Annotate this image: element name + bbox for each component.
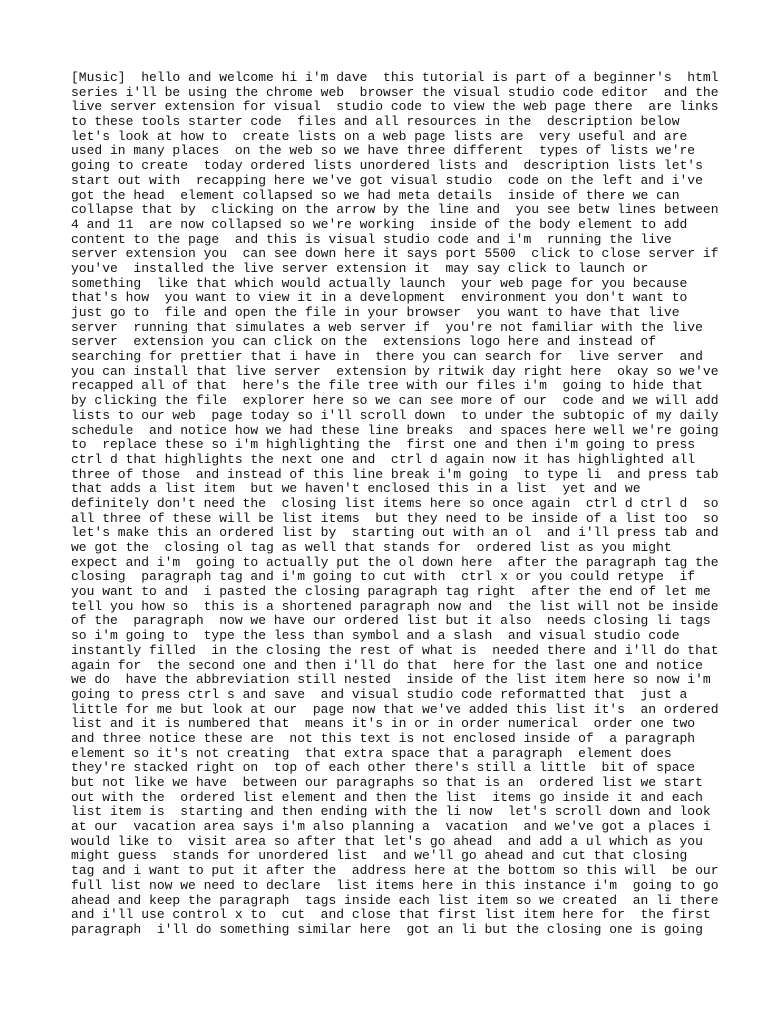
transcript-line: and three notice these are not this text is not enclosed inside of a paragraph [71,730,696,746]
transcript-line: let's look at how to create lists on a web page lists are very useful and are [71,128,688,144]
transcript-line: little for me but look at our page now that we've added this list it's an ordered [71,701,719,717]
transcript-line: you've installed the live server extension it may say click to launch or [71,260,649,276]
transcript-line: 4 and 11 are now collapsed so we're working inside of the body element to add [71,216,688,232]
transcript-line: so i'm going to type the less than symbol and a slash and visual studio code [71,628,680,644]
transcript-line: we do have the abbreviation still nested inside of the list item here so now i'm [71,672,711,688]
transcript-line: to replace these so i'm highlighting the first one and then i'm going to press [71,437,696,453]
transcript-line: instantly filled in the closing the rest of what is needed there and i'll do that [71,642,719,658]
transcript-line: that adds a list item but we haven't enclosed this in a list yet and we [71,481,641,497]
transcript-line: searching for prettier that i have in there you can search for live server and [71,349,703,365]
transcript-line: going to press ctrl s and save and visual studio code reformatted that just a [71,686,688,702]
transcript-line: server extension you can see down here it says port 5500 click to close server if [71,246,719,262]
transcript-line: let's make this an ordered list by starting out with an ol and i'll press tab and [71,525,719,541]
transcript-line: paragraph i'll do something similar here got an li but the closing one is going [71,921,703,937]
transcript-line: recapped all of that here's the file tree with our files i'm going to hide that [71,378,703,394]
transcript-line: [Music] hello and welcome hi i'm dave this tutorial is part of a beginner's html [71,70,719,85]
transcript-line: at our vacation area says i'm also planning a vacation and we've got a places i [71,819,711,835]
transcript-line: list item is starting and then ending with the li now let's scroll down and look [71,804,711,820]
transcript-line: schedule and notice how we had these line breaks and spaces here well we're going [71,422,719,438]
transcript-line: closing paragraph tag and i'm going to cut with ctrl x or you could retype if [71,569,696,585]
transcript-line: they're stacked right on top of each other there's still a little bit of space [71,760,696,776]
transcript-line: got the head element collapsed so we had meta details inside of there we can [71,187,680,203]
transcript-line: definitely don't need the closing list items here so once again ctrl d ctrl d so [71,495,719,511]
transcript-line: element so it's not creating that extra space that a paragraph element does [71,745,672,761]
transcript-line: ahead and keep the paragraph tags inside each list item so we created an li there [71,892,719,908]
transcript-line: list and it is numbered that means it's in or in order numerical order one two [71,716,696,732]
transcript-line: tag and i want to put it after the address here at the bottom so this will be our [71,863,719,879]
transcript-line: start out with recapping here we've got visual studio code on the left and i've [71,172,703,188]
transcript-line: full list now we need to declare list items here in this instance i'm going to go [71,877,719,893]
transcript-document [71,70,719,938]
transcript-line: lists to our web page today so i'll scroll down to under the subtopic of my daily [71,407,719,423]
transcript-line: all three of these will be list items but they need to be inside of a list too so [71,510,719,526]
transcript-line: we got the closing ol tag as well that stands for ordered list as you might [71,540,672,555]
transcript-line: of the paragraph now we have our ordered list but it also needs closing li tags [71,613,711,629]
transcript-line: you want to and i pasted the closing paragraph tag right after the end of let me [71,584,711,600]
transcript-line: by clicking the file explorer here so we can see more of our code and we will add [71,393,719,409]
transcript-line: but not like we have between our paragraphs so that is an ordered list we start [71,775,703,790]
transcript-line: series i'll be using the chrome web browser the visual studio code editor and the [71,84,719,100]
transcript-line: ctrl d that highlights the next one and ctrl d again now it has highlighted all [71,451,696,467]
transcript-line: server running that simulates a web server if you're not familiar with the live [71,319,703,335]
transcript-line: again for the second one and then i'll do that here for the last one and notice [71,657,703,673]
transcript-line: used in many places on the web so we have three different types of lists we're [71,143,696,159]
transcript-line: server extension you can click on the extensions logo here and instead of [71,334,657,350]
transcript-line: tell you how so this is a shortened paragraph now and the list will not be inside [71,598,719,614]
transcript-line: would like to visit area so after that let's go ahead and add a ul which as you [71,833,703,849]
transcript-line: out with the ordered list element and then the list items go inside it and each [71,789,703,805]
transcript-line: to these tools starter code files and all resources in the description below [71,114,680,130]
transcript-line: three of those and instead of this line break i'm going to type li and press tab [71,466,719,482]
transcript-line: going to create today ordered lists unordered lists and description lists let's [71,158,703,174]
transcript-line: and i'll use control x to cut and close that first list item here for the first [71,907,711,923]
transcript-line: that's how you want to view it in a development environment you don't want to [71,290,688,306]
transcript-line: you can install that live server extension by ritwik day right here okay so we've [71,363,719,379]
transcript-line: live server extension for visual studio code to view the web page there are links [71,99,719,115]
transcript-line: just go to file and open the file in your browser you want to have that live [71,305,680,320]
transcript-line: might guess stands for unordered list and we'll go ahead and cut that closing [71,848,688,864]
transcript-line: something like that which would actually launch your web page for you because [71,275,688,291]
transcript-line: content to the page and this is visual studio code and i'm running the live [71,231,672,247]
transcript-line: collapse that by clicking on the arrow by the line and you see betw lines between [71,202,719,218]
transcript-line: expect and i'm going to actually put the ol down here after the paragraph tag the [71,554,719,570]
